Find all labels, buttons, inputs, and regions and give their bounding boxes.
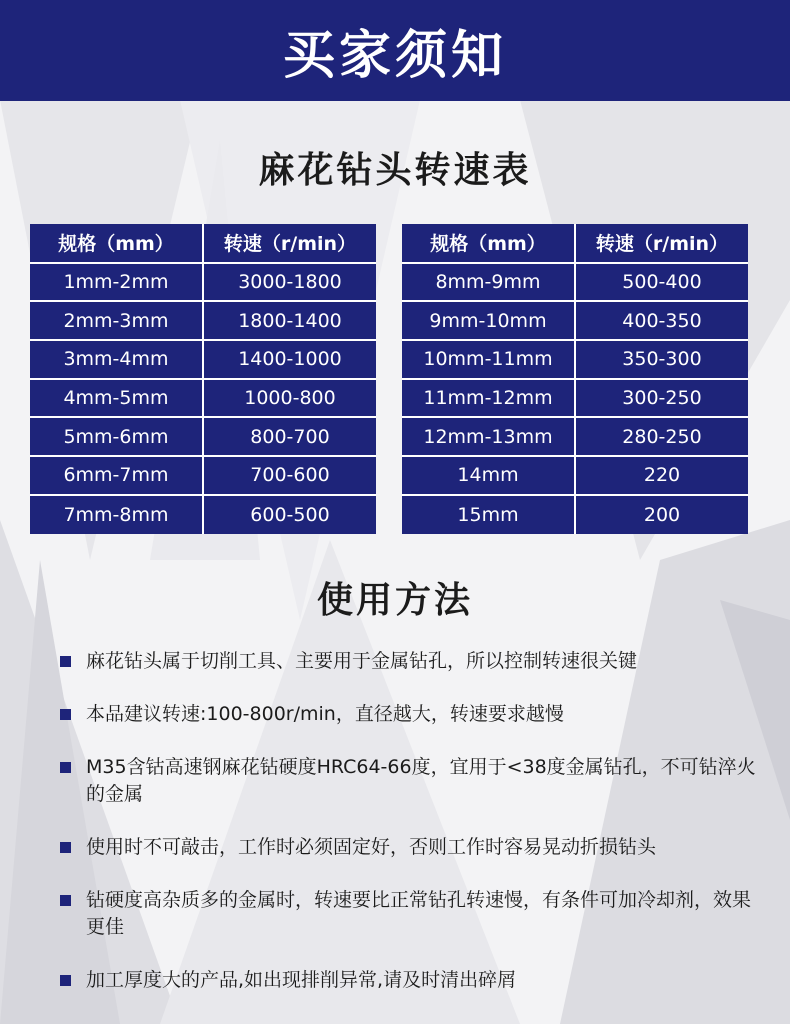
- spec-cell: 3mm-4mm: [30, 340, 203, 379]
- table-header-row: [402, 224, 748, 263]
- speed-cell: 1800-1400: [203, 301, 376, 340]
- column-header-speed: 转速（r/min）: [203, 224, 376, 263]
- spec-cell: 14mm: [402, 456, 575, 495]
- square-bullet-icon: [60, 656, 71, 667]
- spec-cell: 15mm: [402, 495, 575, 534]
- square-bullet-icon: [60, 975, 71, 986]
- spec-cell: 2mm-3mm: [30, 301, 203, 340]
- speed-cell: 200: [575, 495, 748, 534]
- speed-cell: 700-600: [203, 456, 376, 495]
- speed-table-right: [402, 224, 748, 534]
- usage-item: [60, 754, 760, 808]
- table-row: [30, 495, 376, 534]
- usage-item: [60, 834, 760, 861]
- usage-item: [60, 887, 760, 941]
- speed-cell: 3000-1800: [203, 263, 376, 302]
- usage-list: [60, 648, 760, 1020]
- spec-cell: 5mm-6mm: [30, 417, 203, 456]
- spec-cell: 6mm-7mm: [30, 456, 203, 495]
- table-row: [30, 263, 376, 302]
- speed-cell: 1000-800: [203, 379, 376, 418]
- usage-item-text: 使用时不可敲击，工作时必须固定好，否则工作时容易晃动折损钻头: [86, 836, 657, 858]
- table-row: [402, 340, 748, 379]
- table-row: [402, 263, 748, 302]
- speed-cell: 1400-1000: [203, 340, 376, 379]
- table-row: [402, 301, 748, 340]
- column-header-spec: 规格（mm）: [402, 224, 575, 263]
- spec-cell: 8mm-9mm: [402, 263, 575, 302]
- column-header-speed: 转速（r/min）: [575, 224, 748, 263]
- spec-cell: 10mm-11mm: [402, 340, 575, 379]
- table-row: [402, 495, 748, 534]
- square-bullet-icon: [60, 762, 71, 773]
- speed-table-left: [30, 224, 376, 534]
- speed-cell: 220: [575, 456, 748, 495]
- usage-item-text: M35含钴高速钢麻花钻硬度HRC64-66度，宜用于<38度金属钻孔，不可钻淬火的金属: [86, 756, 756, 805]
- usage-item: [60, 701, 760, 728]
- square-bullet-icon: [60, 842, 71, 853]
- spec-cell: 9mm-10mm: [402, 301, 575, 340]
- usage-item: [60, 648, 760, 675]
- usage-title: 使用方法: [316, 580, 473, 621]
- speed-cell: 300-250: [575, 379, 748, 418]
- speed-cell: 600-500: [203, 495, 376, 534]
- table-row: [30, 456, 376, 495]
- usage-item-text: 钻硬度高杂质多的金属时，转速要比正常钻孔转速慢，有条件可加冷却剂，效果更佳: [86, 889, 752, 938]
- table-header-row: [30, 224, 376, 263]
- table-row: [30, 301, 376, 340]
- page-header: [0, 0, 790, 101]
- speed-cell: 350-300: [575, 340, 748, 379]
- table-row: [402, 417, 748, 456]
- spec-cell: 7mm-8mm: [30, 495, 203, 534]
- speed-cell: 500-400: [575, 263, 748, 302]
- speed-cell: 400-350: [575, 301, 748, 340]
- spec-cell: 12mm-13mm: [402, 417, 575, 456]
- table-row: [402, 456, 748, 495]
- table-row: [30, 417, 376, 456]
- speed-cell: 800-700: [203, 417, 376, 456]
- usage-item-text: 麻花钻头属于切削工具、主要用于金属钻孔，所以控制转速很关键: [86, 650, 638, 672]
- table-row: [402, 379, 748, 418]
- spec-cell: 1mm-2mm: [30, 263, 203, 302]
- speed-cell: 280-250: [575, 417, 748, 456]
- square-bullet-icon: [60, 895, 71, 906]
- usage-item-text: 本品建议转速:100-800r/min，直径越大，转速要求越慢: [86, 703, 564, 725]
- spec-cell: 11mm-12mm: [402, 379, 575, 418]
- table-row: [30, 379, 376, 418]
- page-title: 买家须知: [282, 26, 507, 86]
- column-header-spec: 规格（mm）: [30, 224, 203, 263]
- table-row: [30, 340, 376, 379]
- square-bullet-icon: [60, 709, 71, 720]
- usage-item-text: 加工厚度大的产品,如出现排削异常,请及时清出碎屑: [86, 969, 517, 991]
- spec-cell: 4mm-5mm: [30, 379, 203, 418]
- speed-table-title: 麻花钻头转速表: [258, 150, 532, 191]
- usage-item: [60, 967, 760, 994]
